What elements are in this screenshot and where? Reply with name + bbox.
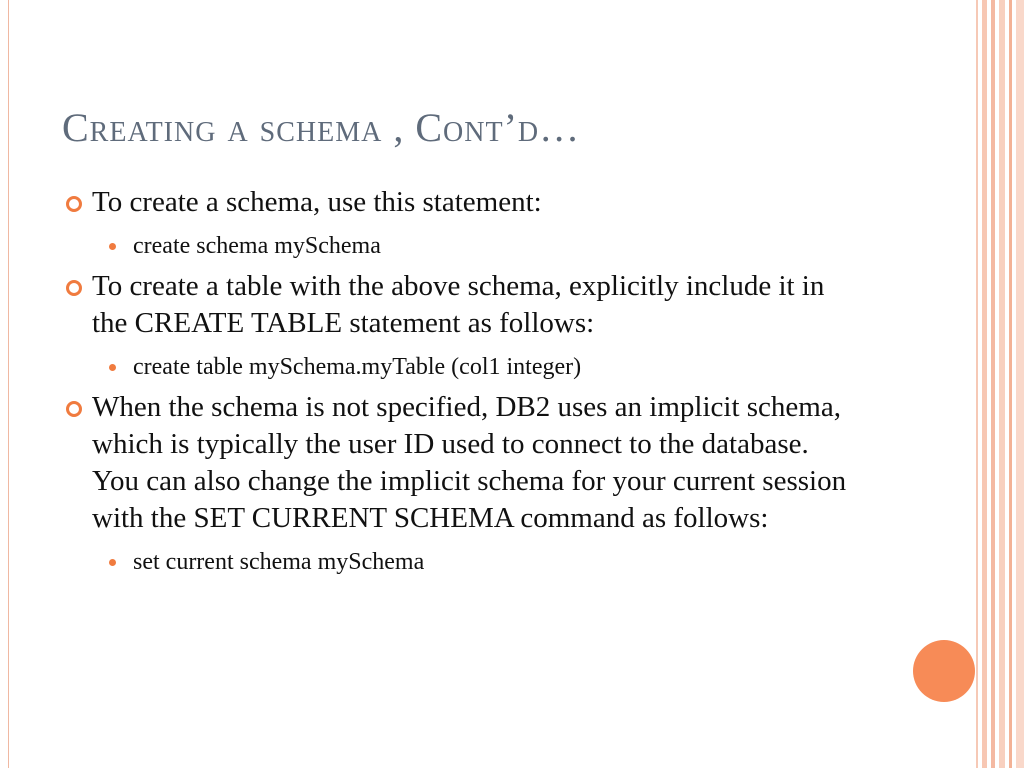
right-stripe <box>1009 0 1012 768</box>
right-stripe <box>991 0 995 768</box>
sub-bullet-text: create table mySchema.myTable (col1 integer) <box>133 354 582 380</box>
bullet-text: To create a schema, use this statement: <box>92 186 542 218</box>
dot-bullet-icon <box>109 559 116 566</box>
bullet-text: When the schema is not specified, DB2 uses an implicit schema, which is typically the user ID used to connect to the database. You can also change the implicit schema for your current session with the SET CURRENT SCHEMA command as follows: <box>92 391 847 534</box>
dot-bullet-icon <box>109 364 116 371</box>
right-stripe <box>1016 0 1024 768</box>
sub-bullet-item <box>62 351 852 383</box>
slide-content <box>62 184 852 584</box>
sub-bullet-text: create schema mySchema <box>133 233 381 259</box>
right-stripe <box>999 0 1005 768</box>
sub-bullet-text: set current schema mySchema <box>133 549 425 575</box>
dot-bullet-icon <box>109 243 116 250</box>
left-border-line <box>8 0 9 768</box>
sub-bullet-item <box>62 546 852 578</box>
bullet-item <box>62 389 852 537</box>
sub-bullet-item <box>62 230 852 262</box>
ring-bullet-icon <box>66 401 82 417</box>
ring-bullet-icon <box>66 280 82 296</box>
right-stripe <box>976 0 978 768</box>
right-stripe <box>982 0 987 768</box>
bullet-item <box>62 184 852 221</box>
decorative-circle <box>913 640 975 702</box>
bullet-item <box>62 268 852 342</box>
slide-title: Creating a schema , Cont’d… <box>62 105 581 150</box>
bullet-text: To create a table with the above schema, explicitly include it in the CREATE TABLE statement as follows: <box>92 270 825 339</box>
ring-bullet-icon <box>66 196 82 212</box>
